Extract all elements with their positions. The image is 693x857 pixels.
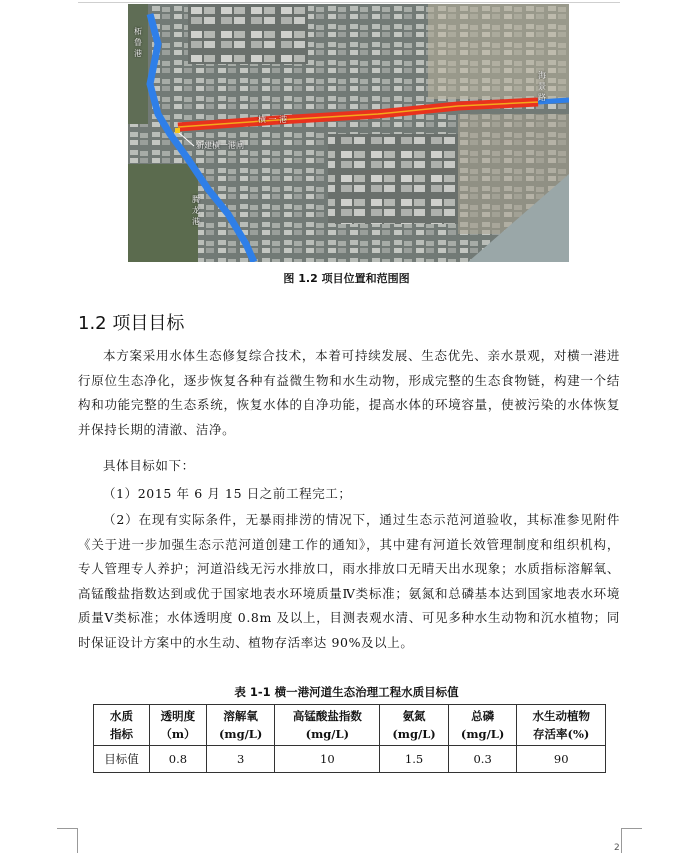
header-line: （m） [160,727,196,741]
table-header-cell [448,705,517,746]
header-line: 存活率(%) [533,727,590,741]
section-heading: 1.2 项目目标 [78,313,185,334]
header-line: (mg/L) [218,727,263,741]
table-cell: 1.5 [380,746,449,773]
header-line: 溶解氧 [223,709,258,723]
table-caption: 表 1-1 横一港河道生态治理工程水质目标值 [234,685,459,699]
map-label-new-gate: 新建横一港闸 [196,141,244,150]
header-line: (mg/L) [305,727,350,741]
page-number: 2 [614,843,620,853]
table-cell: 3 [206,746,275,773]
map-label-rongyu-river: 柘鲁港 [134,27,142,58]
page-corner-mark-left [57,828,78,853]
paragraph-goal-2: （2）在现有实际条件，无暴雨排涝的情况下，通过生态示范河道验收，其标准参见附件《关于进一步加强生态示范河道创建工作的通知》，其中建有河道长效管理制度和组织机构，专人管理专人养护；河道沿线无污水排放口，雨水排放口无晴天出水现象；水质指标溶解氧、高锰酸盐指数达到或优于国家地表水环境质量Ⅳ类标准；氨氮和总磷基本达到国家地表水环境质量Ⅴ类标准；水体透明度 0.8m 及以上，目测表观水清、可见多种水生动物和沉水植物；同时保证设计方案中的水生动、植物存活率达 90%及以上。 [78,512,620,650]
header-line: 水生动植物 [532,709,590,723]
table-cell: 目标值 [94,746,150,773]
header-line: 氨氮 [402,709,426,723]
map-label-haijing-road: 海景路 [538,71,546,102]
header-line: (mg/L) [392,727,436,741]
header-line: 指标 [109,727,133,741]
header-line: (mg/L) [460,727,505,741]
table-header-row [94,705,606,746]
table-header-cell [517,705,606,746]
table-header-cell [94,705,150,746]
header-line: 总磷 [471,709,495,723]
map-label-hengyi-port: 横 一 港 [258,115,288,124]
table-cell: 90 [517,746,606,773]
header-line: 水质 [109,709,133,723]
header-line: 透明度 [160,709,196,723]
table-row [94,746,606,773]
paragraph-goal-1: （1）2015 年 6 月 15 日之前工程完工； [103,486,352,501]
map-label-tenglong-river: 腾龙港 [192,195,200,226]
table-cell: 0.3 [448,746,517,773]
project-location-map [128,4,569,262]
table-header-cell [149,705,206,746]
water-quality-target-table [93,704,606,773]
table-header-cell [275,705,380,746]
paragraph-intro: 本方案采用水体生态修复综合技术，本着可持续发展、生态优先、亲水景观，对横一港进行原位生态净化，逐步恢复各种有益微生物和水生动物，形成完整的生态食物链，构建一个结构和功能完整的生态系统，恢复水体的自净功能，提高水体的环境容量，使被污染的水体恢复并保持长期的清澈、洁净。 [78,348,620,437]
header-line: 高锰酸盐指数 [292,709,362,723]
table-cell: 10 [275,746,380,773]
figure-caption: 图 1.2 项目位置和范围图 [283,272,410,285]
paragraph-goals-lead: 具体目标如下： [103,458,195,473]
table-header-cell [380,705,449,746]
page-corner-mark-right [621,828,642,853]
table-cell: 0.8 [149,746,206,773]
table-header-cell [206,705,275,746]
top-rule [78,2,620,3]
